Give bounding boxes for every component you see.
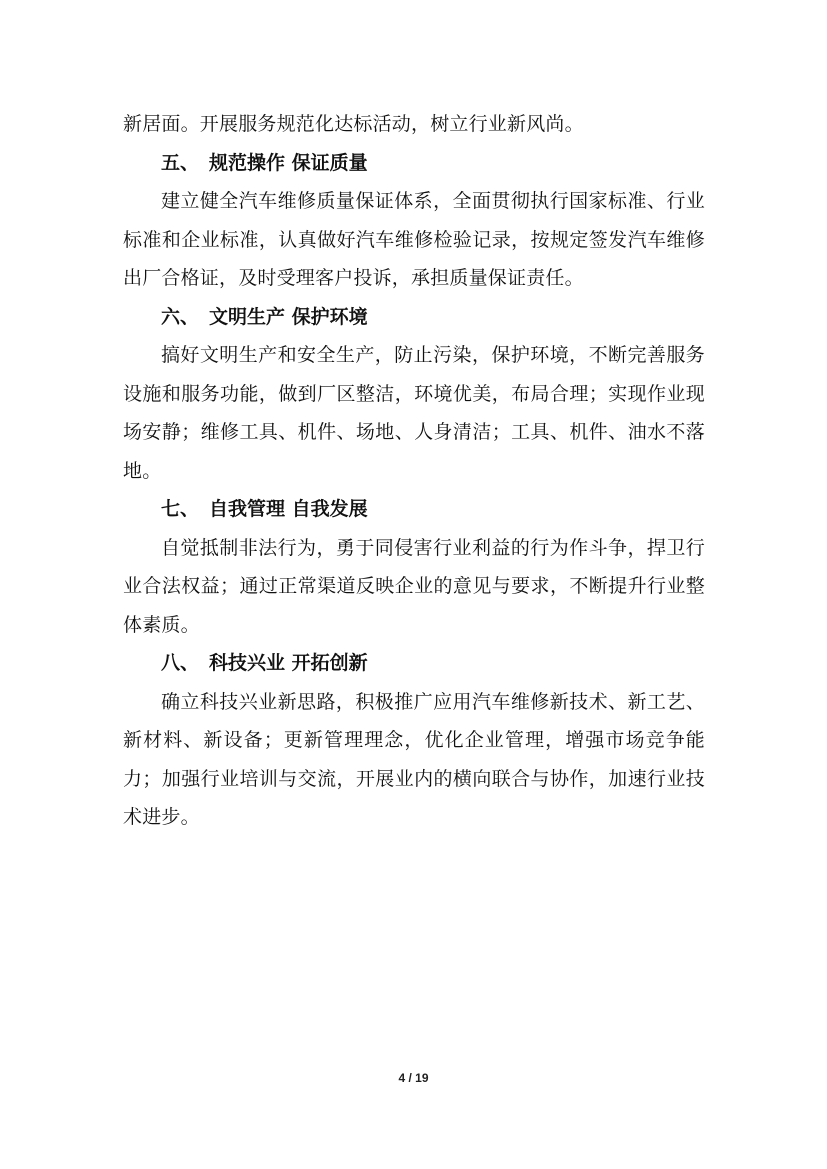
- section-6: [123, 298, 705, 491]
- section-paragraph: 建立健全汽车维修质量保证体系，全面贯彻执行国家标准、行业标准和企业标准，认真做好汽车维修检验记录，按规定签发汽车维修出厂合格证，及时受理客户投诉，承担质量保证责任。: [123, 190, 705, 289]
- section-title: 自我管理 自我发展: [209, 498, 368, 520]
- section-heading: [123, 490, 705, 529]
- section-5: [123, 144, 705, 298]
- section-number: 七、: [161, 498, 200, 520]
- intro-paragraph: 新居面。开展服务规范化达标活动，树立行业新风尚。: [123, 113, 584, 135]
- section-paragraph: 自觉抵制非法行为，勇于同侵害行业利益的行为作斗争，捍卫行业合法权益；通过正常渠道反映企业的意见与要求，不断提升行业整体素质。: [123, 536, 705, 636]
- section-heading: [123, 298, 705, 337]
- section-title: 文明生产 保护环境: [209, 305, 368, 328]
- section-title: 规范操作 保证质量: [209, 151, 368, 174]
- section-7: [123, 490, 705, 644]
- page-number: 4 / 19: [398, 1071, 429, 1085]
- section-heading: [123, 144, 705, 183]
- section-paragraph: 确立科技兴业新思路，积极推广应用汽车维修新技术、新工艺、新材料、新设备；更新管理理念，优化企业管理，增强市场竞争能力；加强行业培训与交流，开展业内的横向联合与协作，加速行业技术进步。: [123, 690, 705, 828]
- section-paragraph: 搞好文明生产和安全生产，防止污染，保护环境，不断完善服务设施和服务功能，做到厂区整洁，环境优美，布局合理；实现作业现场安静；维修工具、机件、场地、人身清洁；工具、机件、油水不落地。: [123, 344, 705, 482]
- section-heading: [123, 644, 705, 683]
- section-number: 五、: [161, 151, 200, 174]
- section-title: 科技兴业 开拓创新: [209, 652, 368, 674]
- document-body: [123, 105, 705, 837]
- section-number: 八、: [161, 652, 200, 674]
- section-number: 六、: [161, 305, 200, 328]
- section-8: [123, 644, 705, 837]
